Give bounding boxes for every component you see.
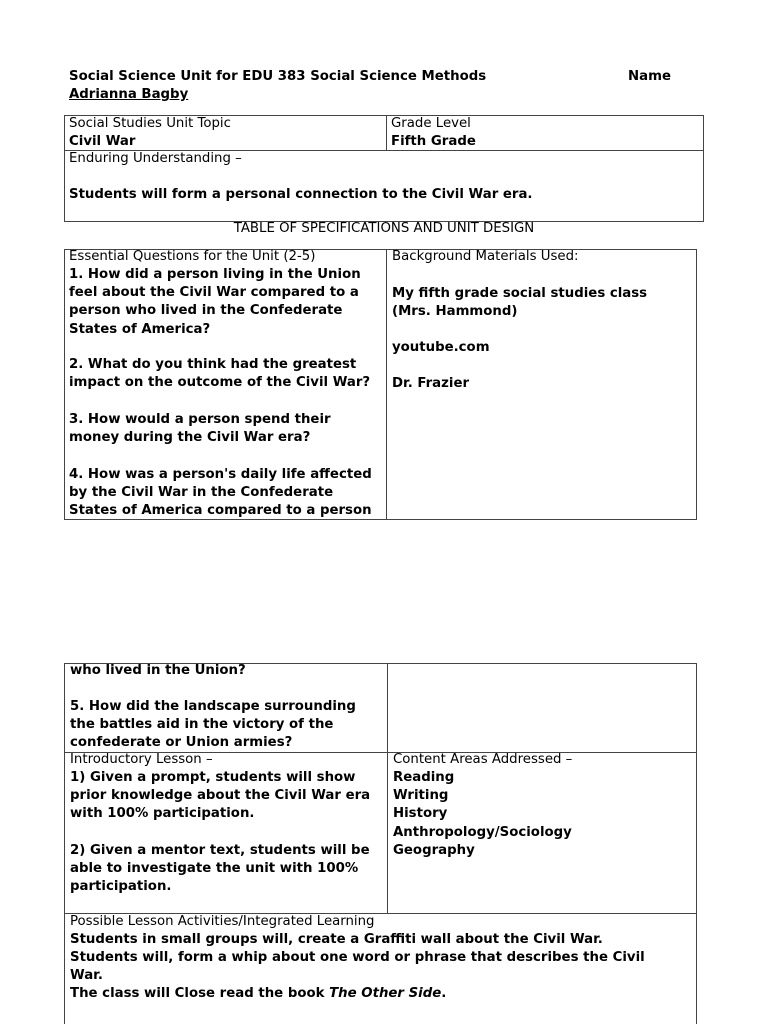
activity-3 bbox=[70, 985, 446, 1003]
unit-topic-value: Civil War bbox=[69, 134, 136, 149]
intro-objective-2: 2) Given a mentor text, students will be able to investigate the unit with 100% participation. bbox=[70, 843, 370, 895]
background-item: My fifth grade social studies class (Mrs. Hammond) bbox=[392, 286, 648, 320]
enduring-understanding-label: Enduring Understanding – bbox=[69, 151, 242, 166]
book-title: The Other Side bbox=[329, 986, 442, 1001]
intro-objective-1: 1) Given a prompt, students will show prior knowledge about the Civil War era with 100% participation. bbox=[70, 770, 371, 822]
question-4: 4. How was a person's daily life affected by the Civil War in the Confederate States of America compared to a person bbox=[69, 467, 372, 519]
enduring-understanding-value: Students will form a personal connection to the Civil War era. bbox=[69, 187, 533, 202]
content-areas-list: Reading Writing History Anthropology/Sociology Geography bbox=[393, 770, 572, 858]
course-title: Social Science Unit for EDU 383 Social Science Methods bbox=[69, 69, 487, 84]
author-name: Adrianna Bagby bbox=[69, 87, 189, 102]
question-1: 1. How did a person living in the Union feel about the Civil War compared to a person who lived in the Confederate States of America? bbox=[69, 267, 361, 337]
activity-1: Students in small groups will, create a Graffiti wall about the Civil War. bbox=[70, 932, 603, 947]
activity-3-text: The class will Close read the book bbox=[70, 986, 330, 1001]
question-4-continued: who lived in the Union? bbox=[70, 663, 246, 678]
activity-2: Students will, form a whip about one word or phrase that describes the Civil War. bbox=[70, 950, 645, 984]
essential-questions-label: Essential Questions for the Unit (2-5) bbox=[69, 249, 316, 264]
name-label: Name bbox=[628, 69, 671, 84]
unit-topic-label: Social Studies Unit Topic bbox=[69, 116, 231, 131]
activity-3-end: . bbox=[441, 986, 447, 1001]
activities-label: Possible Lesson Activities/Integrated Learning bbox=[70, 914, 375, 929]
background-item: youtube.com bbox=[392, 340, 490, 355]
part2-col-divider bbox=[387, 663, 388, 914]
specs-title: TABLE OF SPECIFICATIONS AND UNIT DESIGN bbox=[233, 221, 535, 236]
question-2: 2. What do you think had the greatest impact on the outcome of the Civil War? bbox=[69, 357, 371, 391]
topic-divider bbox=[386, 115, 387, 151]
intro-lesson-label: Introductory Lesson – bbox=[70, 752, 213, 767]
questions-col-divider bbox=[386, 249, 387, 520]
question-5: 5. How did the landscape surrounding the battles aid in the victory of the confederate or Union armies? bbox=[70, 699, 356, 751]
background-item: Dr. Frazier bbox=[392, 376, 470, 391]
question-3: 3. How would a person spend their money during the Civil War era? bbox=[69, 412, 331, 446]
background-materials-label: Background Materials Used: bbox=[392, 249, 579, 264]
grade-level-label: Grade Level bbox=[391, 116, 471, 131]
content-areas-label: Content Areas Addressed – bbox=[393, 752, 573, 767]
grade-level-value: Fifth Grade bbox=[391, 134, 476, 149]
